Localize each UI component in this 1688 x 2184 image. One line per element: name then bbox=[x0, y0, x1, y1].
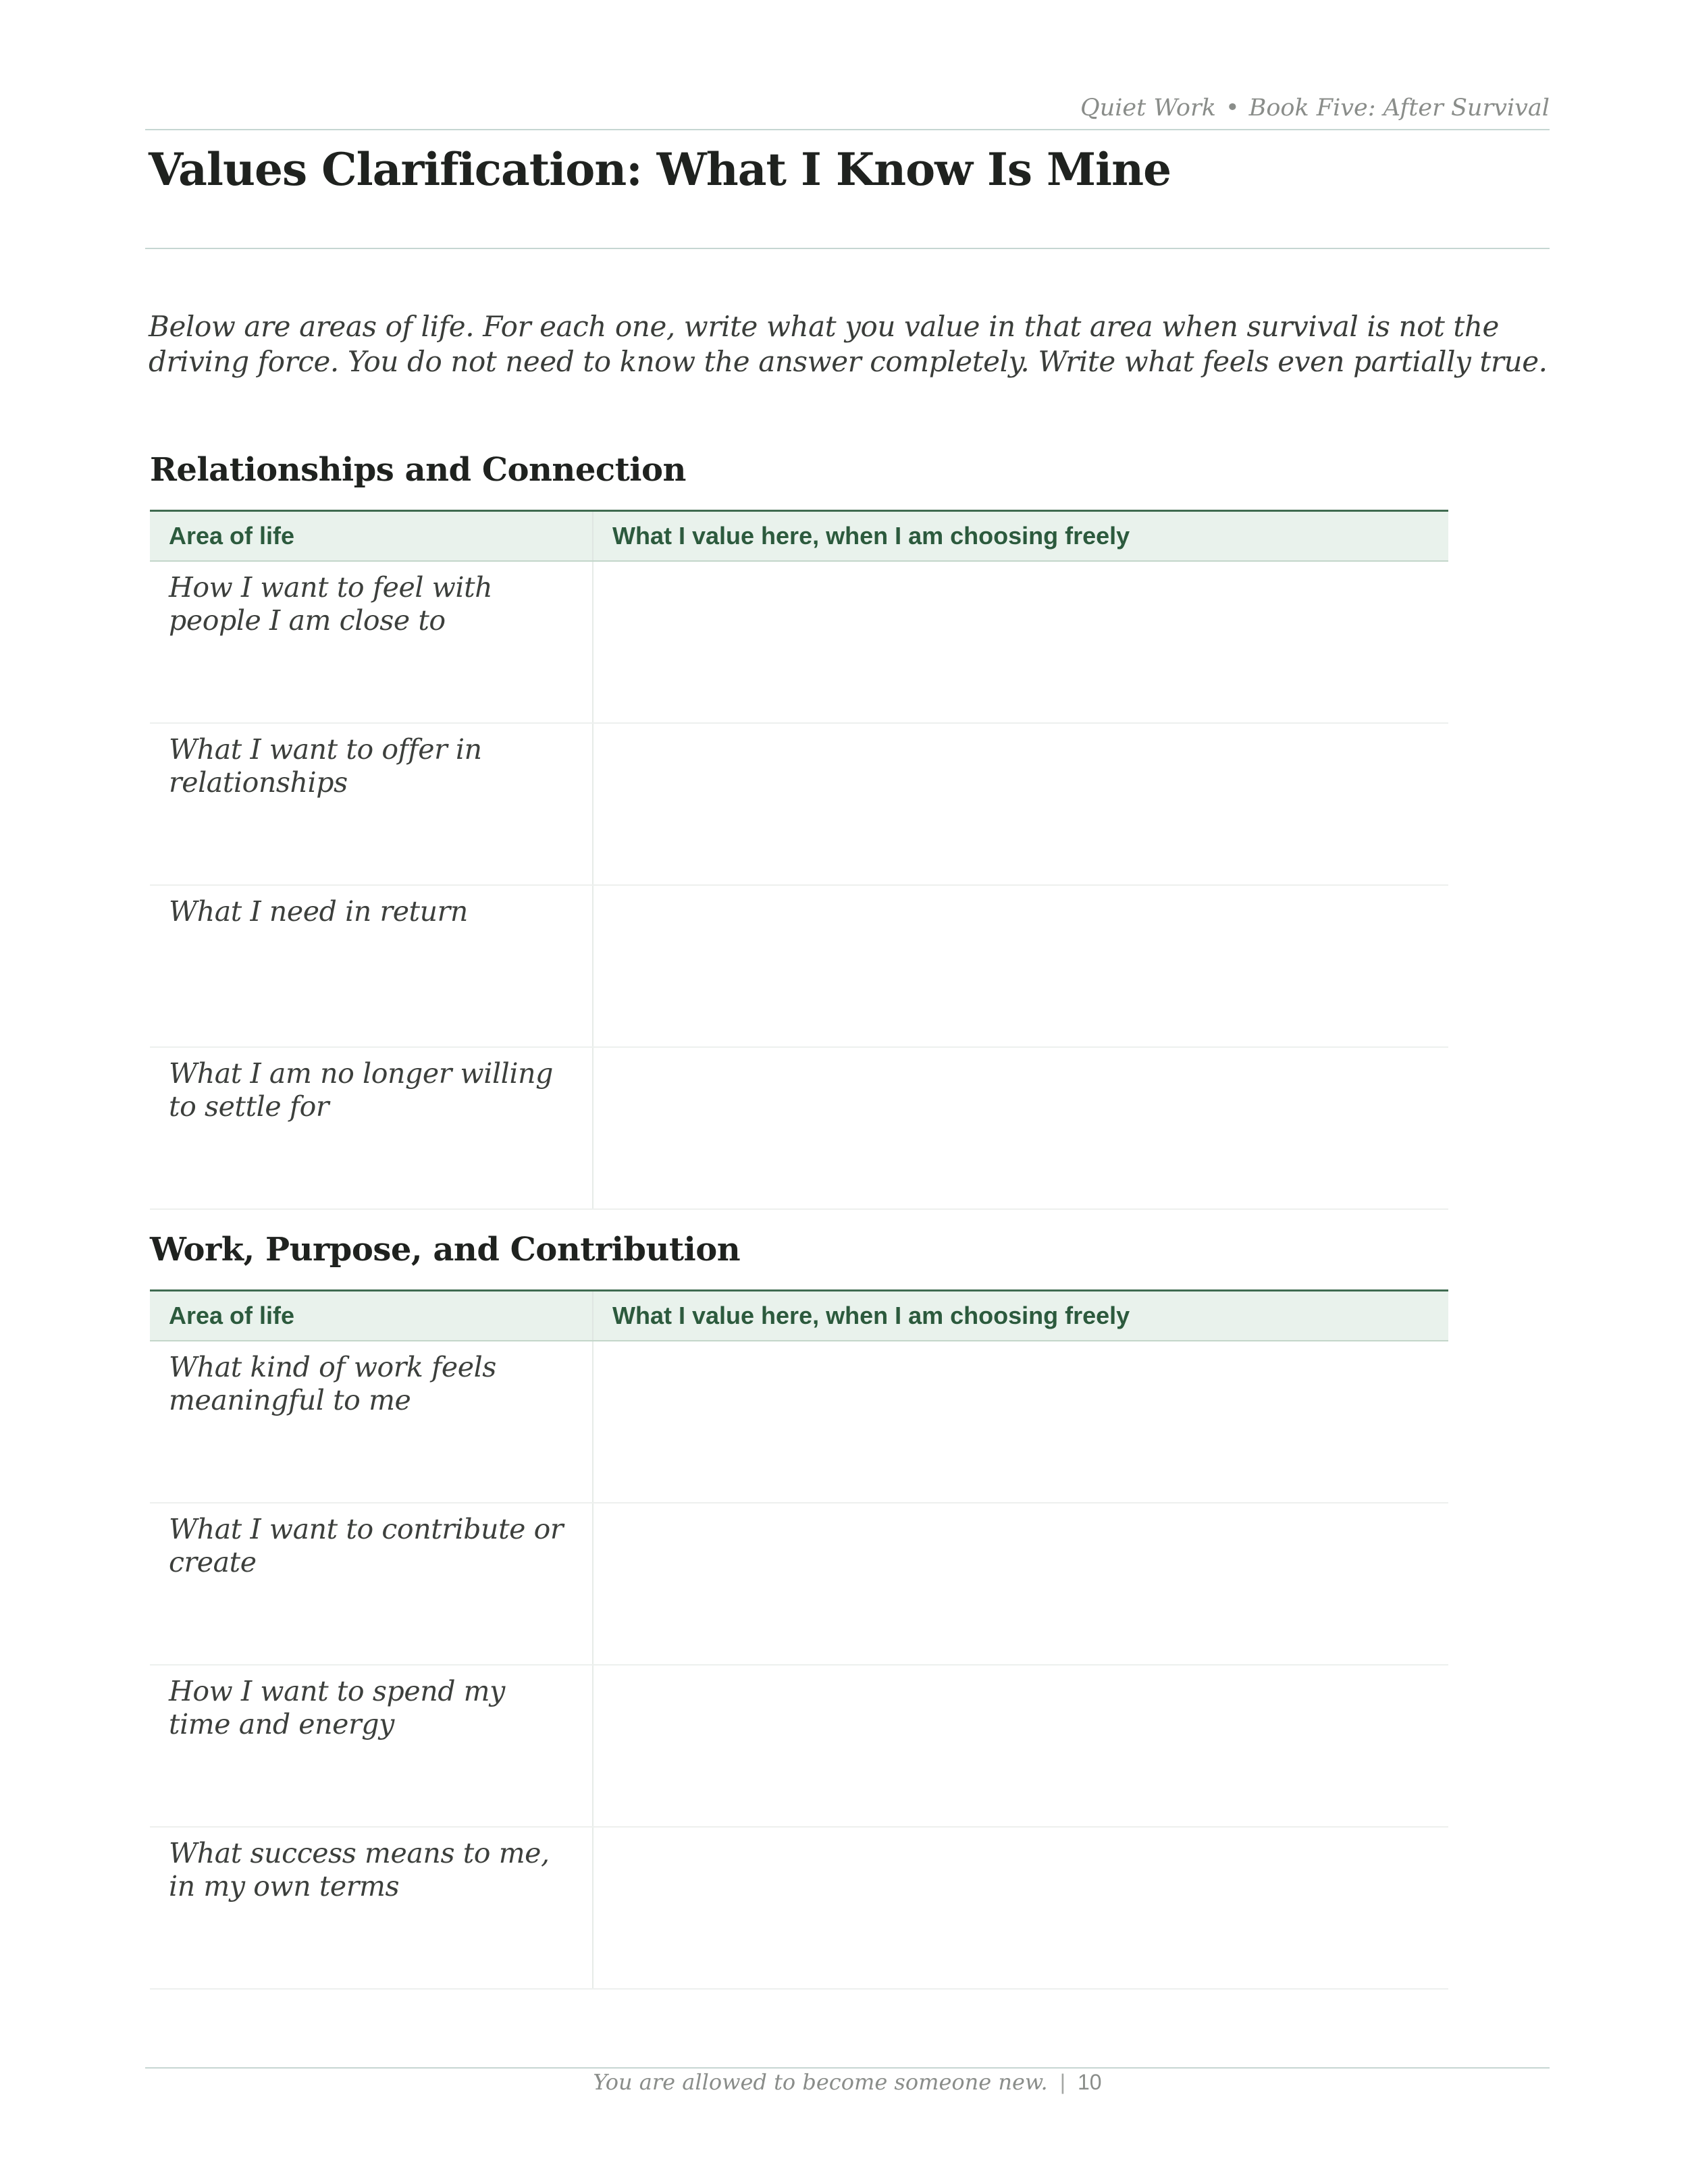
table-row bbox=[150, 1665, 1448, 1827]
value-answer-cell[interactable] bbox=[593, 561, 1448, 723]
series-name: Quiet Work bbox=[1080, 95, 1216, 122]
value-answer-cell[interactable] bbox=[593, 1503, 1448, 1665]
value-answer-cell[interactable] bbox=[593, 1665, 1448, 1827]
area-of-life-cell: What kind of work feels meaningful to me bbox=[150, 1341, 593, 1503]
value-answer-cell[interactable] bbox=[593, 1341, 1448, 1503]
area-of-life-cell: How I want to feel with people I am close to bbox=[150, 561, 593, 723]
column-header-value: What I value here, when I am choosing freely bbox=[593, 1291, 1448, 1341]
column-header-area: Area of life bbox=[150, 511, 593, 562]
table-row bbox=[150, 1047, 1448, 1209]
table-header-row bbox=[150, 511, 1448, 562]
area-of-life-cell: What I want to contribute or create bbox=[150, 1503, 593, 1665]
intro-text: Below are areas of life. For each one, write what you value in that area when survival is not the driving force. You do not need to know the answer completely. Write what feels even partially true. bbox=[149, 310, 1548, 378]
footer-separator: | bbox=[1059, 2070, 1065, 2094]
area-of-life-cell: What I need in return bbox=[150, 885, 593, 1047]
area-of-life-cell: What I am no longer willing to settle for bbox=[150, 1047, 593, 1209]
footer-divider bbox=[145, 2067, 1550, 2069]
header-divider bbox=[145, 129, 1550, 130]
page-number: 10 bbox=[1078, 2070, 1102, 2094]
value-answer-cell[interactable] bbox=[593, 1827, 1448, 1989]
area-of-life-cell: What success means to me, in my own terms bbox=[150, 1827, 593, 1989]
header-separator: • bbox=[1225, 95, 1240, 122]
section-heading-work: Work, Purpose, and Contribution bbox=[150, 1231, 741, 1269]
value-answer-cell[interactable] bbox=[593, 885, 1448, 1047]
work-purpose-table bbox=[150, 1289, 1448, 1990]
section-heading-relationships: Relationships and Connection bbox=[150, 451, 686, 489]
table-row bbox=[150, 1827, 1448, 1989]
table-row bbox=[150, 885, 1448, 1047]
running-header bbox=[145, 95, 1550, 122]
title-divider bbox=[145, 248, 1550, 249]
page-title: Values Clarification: What I Know Is Mine bbox=[149, 143, 1171, 196]
page-footer bbox=[145, 2069, 1550, 2095]
book-name: Book Five: After Survival bbox=[1248, 95, 1550, 122]
footer-tagline: You are allowed to become someone new. bbox=[593, 2069, 1048, 2095]
relationships-table bbox=[150, 510, 1448, 1210]
table-row bbox=[150, 1341, 1448, 1503]
table-row bbox=[150, 561, 1448, 723]
area-of-life-cell: What I want to offer in relationships bbox=[150, 723, 593, 885]
column-header-area: Area of life bbox=[150, 1291, 593, 1341]
value-answer-cell[interactable] bbox=[593, 1047, 1448, 1209]
area-of-life-cell: How I want to spend my time and energy bbox=[150, 1665, 593, 1827]
table-row bbox=[150, 1503, 1448, 1665]
column-header-value: What I value here, when I am choosing freely bbox=[593, 511, 1448, 562]
value-answer-cell[interactable] bbox=[593, 723, 1448, 885]
table-header-row bbox=[150, 1291, 1448, 1341]
table-row bbox=[150, 723, 1448, 885]
